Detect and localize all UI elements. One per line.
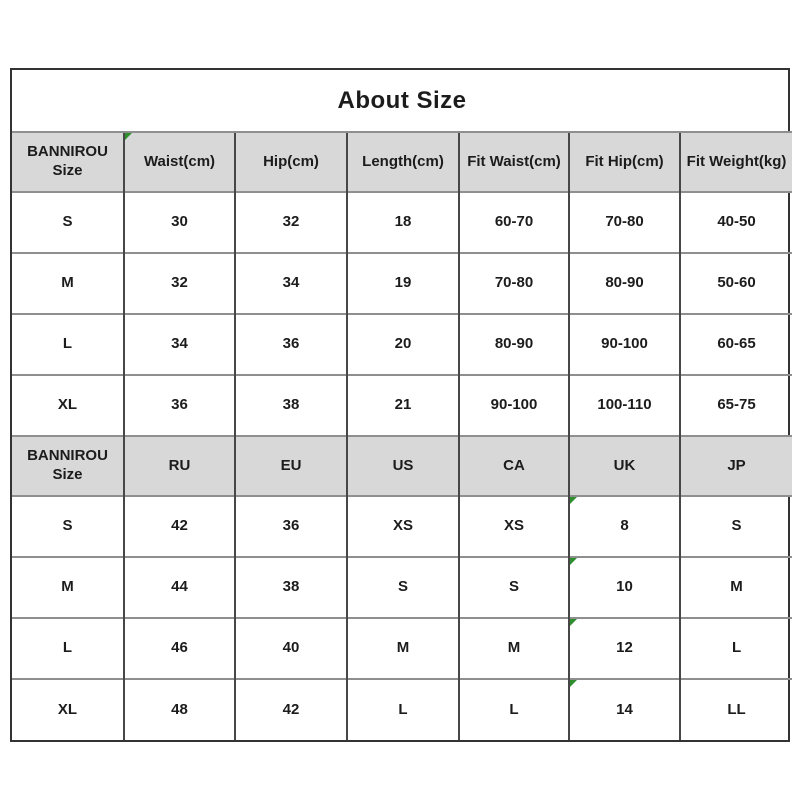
size-label: M: [12, 253, 124, 314]
table-cell-uk: [569, 679, 680, 740]
cell-value: 10: [616, 578, 633, 596]
cell-value: 12: [616, 639, 633, 657]
column-header-length: Length(cm): [347, 132, 459, 192]
table-cell: 70-80: [459, 253, 569, 314]
table-cell: L: [680, 618, 792, 679]
table-cell: XS: [459, 496, 569, 557]
table-cell-uk: [569, 496, 680, 557]
table-cell: 18: [347, 192, 459, 253]
table-cell: 38: [235, 375, 347, 436]
column-header-eu: EU: [235, 436, 347, 496]
section1-header-row: [12, 132, 792, 192]
table-cell: 32: [235, 192, 347, 253]
excel-flag-icon: [570, 680, 577, 687]
table-cell: 34: [235, 253, 347, 314]
table-cell: S: [680, 496, 792, 557]
table-cell: 60-65: [680, 314, 792, 375]
table-cell: 50-60: [680, 253, 792, 314]
excel-flag-icon: [570, 558, 577, 565]
column-header-hip: Hip(cm): [235, 132, 347, 192]
column-header-jp: JP: [680, 436, 792, 496]
table-row-s-conversions: [12, 496, 792, 557]
column-header-label: Waist(cm): [143, 152, 216, 170]
table-cell-uk: [569, 618, 680, 679]
table-row-l-conversions: [12, 618, 792, 679]
size-label: L: [12, 314, 124, 375]
column-header-fit-waist: Fit Waist(cm): [459, 132, 569, 192]
table-cell: 48: [124, 679, 235, 740]
page-title: About Size: [337, 86, 467, 114]
table-cell: 38: [235, 557, 347, 618]
table-cell: 42: [124, 496, 235, 557]
table-cell: 19: [347, 253, 459, 314]
table-cell: 65-75: [680, 375, 792, 436]
table-cell: L: [347, 679, 459, 740]
table-cell: L: [459, 679, 569, 740]
table-cell: 30: [124, 192, 235, 253]
column-header-size: BANNIROU Size: [12, 436, 124, 496]
column-header-size: BANNIROU Size: [12, 132, 124, 192]
size-label: XL: [12, 679, 124, 740]
table-cell: 40-50: [680, 192, 792, 253]
table-cell: M: [680, 557, 792, 618]
table-cell: 44: [124, 557, 235, 618]
excel-flag-icon: [570, 497, 577, 504]
table-cell: 100-110: [569, 375, 680, 436]
table-cell: 36: [124, 375, 235, 436]
size-label: S: [12, 496, 124, 557]
table-cell-uk: [569, 557, 680, 618]
table-cell: LL: [680, 679, 792, 740]
table-row-xl-conversions: [12, 679, 792, 740]
table-cell: 42: [235, 679, 347, 740]
table-cell: S: [347, 557, 459, 618]
size-label: S: [12, 192, 124, 253]
table-cell: XS: [347, 496, 459, 557]
cell-value: 14: [616, 700, 633, 718]
table-cell: 80-90: [459, 314, 569, 375]
table-cell: 34: [124, 314, 235, 375]
table-cell: 90-100: [569, 314, 680, 375]
size-label: L: [12, 618, 124, 679]
title-row: [12, 70, 792, 132]
column-header-fit-hip: Fit Hip(cm): [569, 132, 680, 192]
size-table-container: [10, 68, 790, 742]
size-label: XL: [12, 375, 124, 436]
table-cell: 80-90: [569, 253, 680, 314]
table-row-l-measurements: [12, 314, 792, 375]
column-header-ca: CA: [459, 436, 569, 496]
table-row-s-measurements: [12, 192, 792, 253]
table-cell: 70-80: [569, 192, 680, 253]
size-label: M: [12, 557, 124, 618]
column-header-uk: UK: [569, 436, 680, 496]
table-cell: 21: [347, 375, 459, 436]
cell-value: 8: [620, 517, 629, 535]
excel-flag-icon: [570, 619, 577, 626]
column-header-fit-weight: Fit Weight(kg): [680, 132, 792, 192]
table-row-m-measurements: [12, 253, 792, 314]
excel-flag-icon: [125, 133, 132, 140]
table-cell: 36: [235, 314, 347, 375]
column-header-waist: [124, 132, 235, 192]
table-cell: 20: [347, 314, 459, 375]
table-cell: M: [347, 618, 459, 679]
size-table: [12, 70, 792, 740]
column-header-us: US: [347, 436, 459, 496]
table-cell: 60-70: [459, 192, 569, 253]
table-cell: 90-100: [459, 375, 569, 436]
table-cell: S: [459, 557, 569, 618]
table-cell: 46: [124, 618, 235, 679]
table-row-xl-measurements: [12, 375, 792, 436]
table-cell: 32: [124, 253, 235, 314]
section2-header-row: [12, 436, 792, 496]
column-header-ru: RU: [124, 436, 235, 496]
table-cell: 40: [235, 618, 347, 679]
table-cell: 36: [235, 496, 347, 557]
table-row-m-conversions: [12, 557, 792, 618]
table-cell: M: [459, 618, 569, 679]
